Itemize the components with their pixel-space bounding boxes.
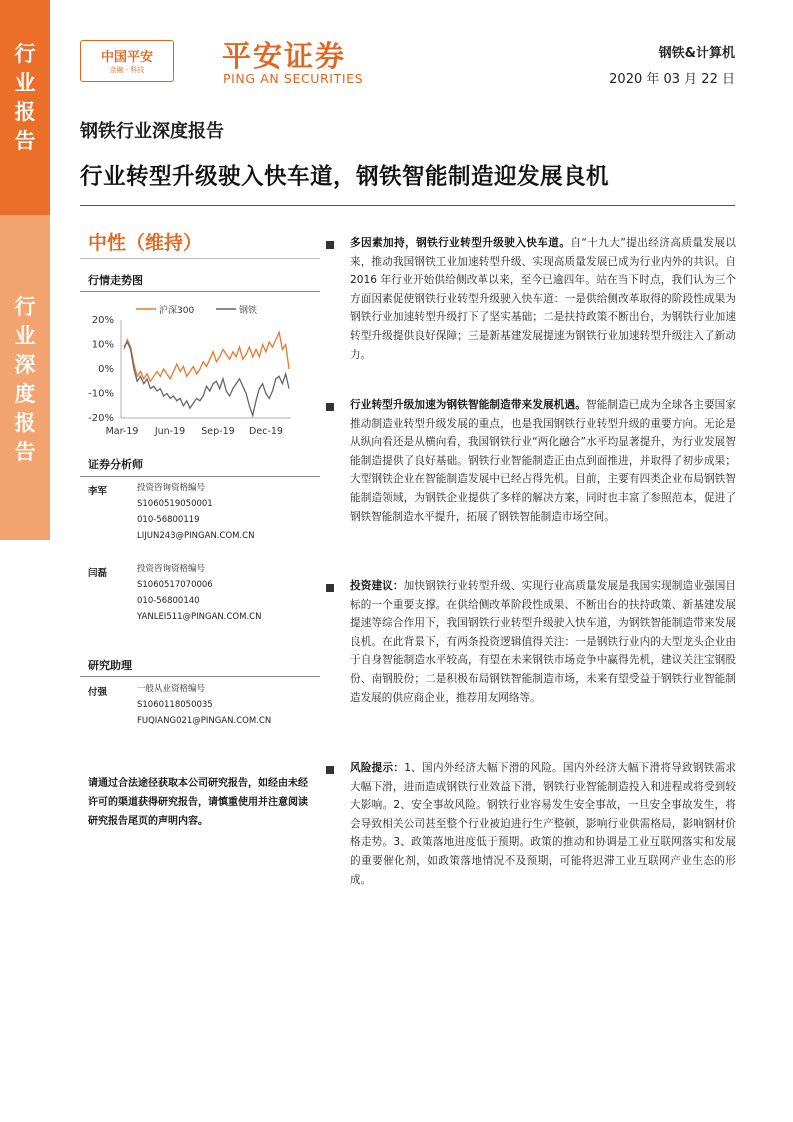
analyst-email[interactable]: YANLEI511@PINGAN.COM.CN (137, 612, 262, 622)
analyst-cert-label: 投资咨询资格编号 (137, 483, 206, 493)
y-tick-label: 10% (91, 339, 114, 351)
chart-section-title: 行情走势图 (88, 274, 143, 287)
key-point-lead: 行业转型升级加速为钢铁智能制造带来发展机遇。 (350, 399, 586, 411)
header-date: 2020 年 03 月 22 日 (609, 72, 735, 87)
analyst-email[interactable]: LIJUN243@PINGAN.COM.CN (137, 531, 255, 541)
x-tick-label: Sep-19 (201, 426, 235, 437)
assistant-cert-label: 一般从业资格编号 (137, 684, 206, 694)
key-point (350, 577, 736, 707)
sidebar-report-subcategory (0, 215, 50, 540)
assistant-email[interactable]: FUQIANG021@PINGAN.COM.CN (137, 716, 272, 726)
key-point-lead: 投资建议： (350, 580, 404, 592)
analyst-info (137, 561, 261, 625)
key-point-text: 智能制造已成为全球各主要国家推动制造业转型升级发展的重点，也是我国钢铁行业转型升级的重要方向。无论是从纵向看还是从横向看，我国钢铁行业“两化融合”水平均显著提升，为行业发展智能制造提供了良好基础。钢铁行业智能制造正由点到面推进，并取得了初步成果；大型钢铁企业在智能制造发展中已经占得先机。目前，主要有四类企业布局钢铁智能制造领域，为钢铁企业提供了多样的解决方案，同时也丰富了参照范本，促进了钢铁智能制造水平提升，拓展了钢铁智能制造市场空间。 (350, 399, 736, 523)
assistant-section-title: 研究助理 (88, 659, 132, 672)
chart-section-divider (80, 291, 320, 292)
analyst-section-title: 证券分析师 (88, 458, 143, 471)
key-point (350, 396, 736, 526)
y-tick-label: -10% (88, 388, 114, 400)
analyst-section-divider (80, 476, 320, 477)
header-sector: 钢铁&计算机 (658, 46, 735, 61)
key-point (350, 759, 736, 889)
bullet-icon (326, 584, 334, 592)
key-point-lead: 风险提示： (350, 762, 405, 774)
legend-label-hs300: 沪深300 (159, 306, 195, 316)
analyst-cert-label: 投资咨询资格编号 (137, 564, 206, 574)
sidebar-report-category (0, 0, 50, 215)
bullet-icon (326, 766, 334, 774)
chart-y-axis (88, 315, 114, 424)
y-tick-label: 20% (91, 315, 114, 326)
legend-label-steel: 钢铁 (239, 306, 258, 316)
y-tick-label: -20% (88, 413, 114, 424)
analyst-phone: 010-56800119 (137, 515, 200, 525)
sidebar-top-label: 行业报告 (14, 42, 36, 153)
report-title: 行业转型升级驶入快车道，钢铁智能制造迎发展良机 (80, 164, 610, 190)
analyst-cert-number: S1060517070006 (137, 580, 213, 590)
analyst-phone: 010-56800140 (137, 596, 200, 606)
rating: 中性（维持） (88, 232, 203, 254)
brand-name-en: PING AN SECURITIES (223, 71, 364, 86)
chart-legend (136, 304, 257, 316)
analyst-name: 闫磊 (88, 568, 108, 579)
assistant-section-divider (80, 676, 320, 677)
logo-tagline: 金融 · 科技 (109, 66, 145, 74)
analyst-name: 李军 (88, 486, 108, 497)
y-tick-label: 0% (98, 364, 114, 375)
analyst-cert-number: S1060519050001 (137, 499, 213, 509)
brand-name-cn: 平安证券 (222, 39, 347, 73)
sidebar-bottom-label: 行业深度报告 (14, 295, 36, 464)
pingan-logo (80, 40, 174, 82)
series-line-hs300 (124, 332, 289, 381)
disclaimer: 请通过合法途径获取本公司研究报告，如经由未经许可的渠道获得研究报告，请慎重使用并注意阅读研究报告尾页的声明内容。 (88, 778, 308, 827)
key-point-text: 自“十九大”提出经济高质量发展以来，推动我国钢铁工业加速转型升级、实现高质量发展已成为行业内外的共识。自 2016 年行业开始供给侧改革以来，至今已逾四年。站在当下时点，我们认为三个方面因素促使钢铁行业转型升级驶入快车道：一是供给侧改革取得的阶段性成果为钢铁行业加速转型升级打下了坚实基础；二是扶持政策不断出台，为钢铁行业加速转型升级提供良好保障；三是新基建发展提速为钢铁行业加速转型升级注入了新动力。 (350, 237, 737, 361)
x-tick-label: Jun-19 (154, 426, 186, 437)
x-tick-label: Mar-19 (105, 426, 139, 437)
assistant-cert-number: S1060118050035 (137, 700, 213, 710)
logo-name: 中国平安 (100, 50, 153, 65)
key-point-lead: 多因素加持，钢铁行业转型升级驶入快车道。 (350, 237, 571, 249)
key-point (350, 234, 736, 364)
assistant-info (137, 681, 271, 729)
assistant-name: 付强 (88, 687, 108, 698)
rating-divider (80, 258, 320, 259)
report-type: 钢铁行业深度报告 (80, 121, 224, 142)
bullet-icon (326, 403, 334, 411)
x-tick-label: Dec-19 (249, 426, 283, 437)
title-divider (80, 205, 735, 206)
key-point-text: 1、国内外经济大幅下滑的风险。国内外经济大幅下滑将导致钢铁需求大幅下滑，进而造成钢铁行业效益下滑，钢铁行业智能制造投入和进程或将受到较大影响。2、安全事故风险。钢铁行业容易发生安全事故，一旦安全事故发生，将会导致相关公司甚至整个行业被迫进行生产整顿，影响行业供需格局，影响钢材价格走势。3、政策落地进度低于预期。政策的推动和协调是工业互联网落实和发展的重要催化剂，如政策落地情况不及预期，可能将迟滞工业互联网产业生态的形成。 (350, 762, 736, 886)
key-point-text: 加快钢铁行业转型升级、实现行业高质量发展是我国实现制造业强国目标的一个重要支撑。在供给侧改革阶段性成果、不断出台的扶持政策、新基建发展提速等综合作用下，我国钢铁行业转型升级驶入快车道，为钢铁智能制造带来发展良机。在此背景下，有两条投资逻辑值得关注：一是钢铁行业内的大型龙头企业由于自身智能制造水平较高，有望在未来钢铁市场竞争中赢得先机，建议关注宝钢股份、南钢股份；二是积极布局钢铁智能制造市场，未来有望受益于钢铁行业智能制造发展的供应商企业，推荐用友网络等。 (350, 580, 737, 704)
market-trend-chart (84, 296, 304, 444)
chart-x-axis (106, 426, 283, 437)
bullet-icon (326, 241, 334, 249)
analyst-info (137, 480, 254, 544)
